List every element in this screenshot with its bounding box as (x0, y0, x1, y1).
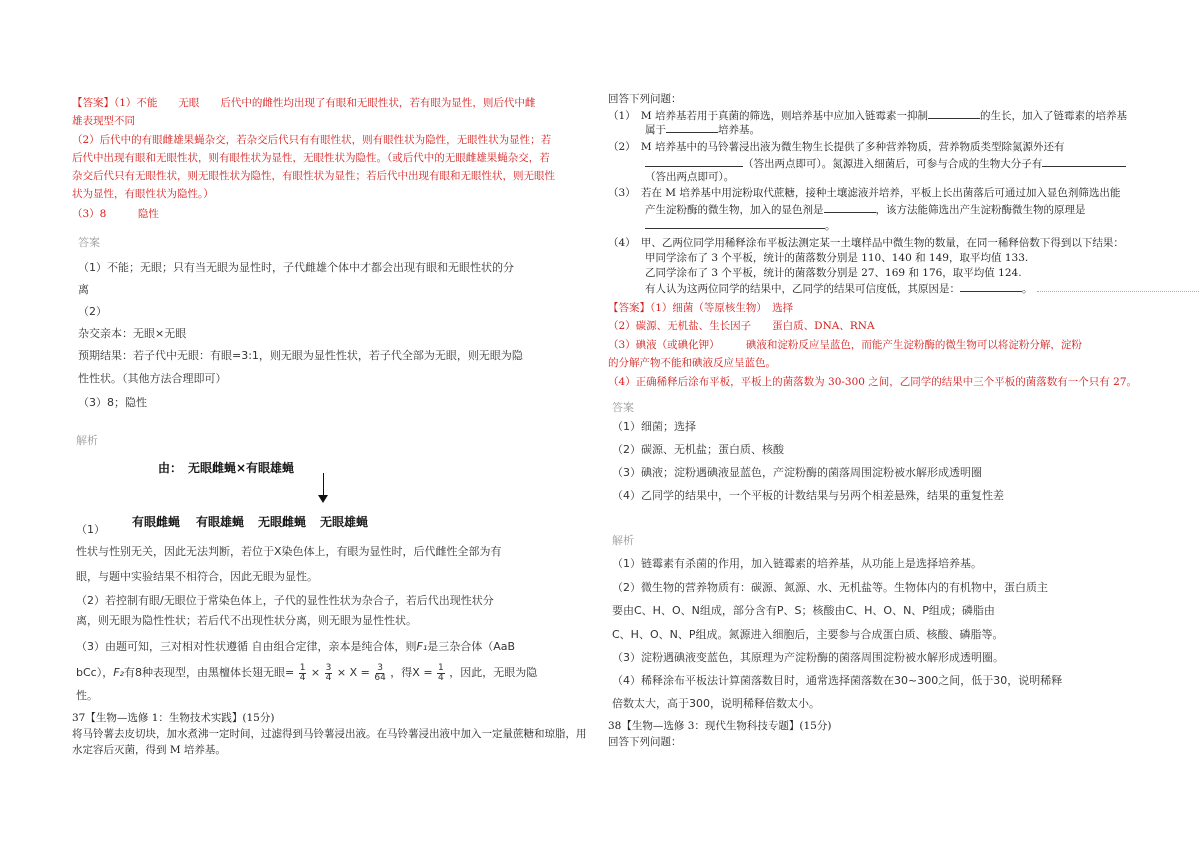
question-line: 乙同学涂布了 3 个平板，统计的菌落数分别是 27、169 和 176，取平均值 124. (645, 267, 1022, 279)
analysis-text: （1）链霉素有杀菌的作用，加入链霉素的培养基，从功能上是选择培养基。 (612, 557, 982, 570)
answer-blank[interactable] (1042, 156, 1126, 167)
analysis-text: 眼，与题中实验结果不相符合，因此无眼为显性。 (76, 570, 318, 583)
analysis-heading: 解析 (76, 434, 98, 447)
analysis-text: （1） (76, 523, 105, 536)
answer-line: 的分解产物不能和碘液反应呈蓝色。 (608, 357, 776, 369)
intro-text: 回答下列问题： (608, 93, 682, 105)
answer-line: （2）后代中的有眼雌雄果蝇杂交，若杂交后代只有有眼性状，则有眼性状为隐性，无眼性状为显性；若 (72, 134, 552, 146)
cross-diagram-parents: 由： 无眼雌蝇×有眼雄蝇 (158, 461, 295, 475)
answer-heading: 答案 (612, 401, 634, 414)
answer-text: （3）8；隐性 (78, 396, 147, 409)
answer-text: （3）碘液；淀粉遇碘液显蓝色，产淀粉酶的菌落周围淀粉被水解形成透明圈 (612, 466, 982, 479)
answer-blank[interactable] (960, 281, 1022, 292)
answer-line: 雄表现型不同 (72, 115, 135, 127)
answer-text: （1）不能；无眼；只有当无眼为显性时，子代雌雄个体中才都会出现有眼和无眼性状的分 (78, 261, 514, 274)
offspring-1: 有眼雌蝇 (132, 515, 181, 529)
fraction: $\frac{3}{4}$ (325, 662, 332, 683)
answer-blank[interactable] (824, 202, 876, 213)
question-line: 产生淀粉酶的微生物，加入的显色剂是 ，该方法能筛选出产生淀粉酶微生物的原理是 (645, 204, 1086, 216)
analysis-text: 要由C、H、O、N组成，部分含有P、S；核酸由C、H、O、N、P组成；磷脂由 (612, 604, 995, 617)
answer-line: （4）正确稀释后涂布平板，平板上的菌落数为 30-300 之间，乙同学的结果中三个平板的菌落数有一个只有 27。 (608, 376, 1138, 388)
answer-text: （1）细菌；选择 (612, 420, 696, 433)
answer-line: 【答案】（1）不能 无眼 后代中的雌性均出现了有眼和无眼性状，若有眼为显性，则后代中雌 (72, 97, 536, 109)
q37-title: 37【生物—选修 1：生物技术实践】(15分) (72, 712, 275, 724)
question-line: （2） M 培养基中的马铃薯浸出液为微生物生长提供了多种营养物质，营养物质类型除氮源外还有 (608, 141, 1065, 153)
answer-blank[interactable] (666, 122, 718, 133)
answer-text: 离 (78, 283, 89, 296)
offspring-2: 有眼雄蝇 (196, 515, 245, 529)
answer-text: （4）乙同学的结果中，一个平板的计数结果与另两个相差悬殊，结果的重复性差 (612, 489, 1004, 502)
question-line: （1） M 培养基若用于真菌的筛选，则培养基中应加入链霉素一抑制 的生长，加入了链霉素的培养基 (608, 110, 1128, 122)
fraction: $\frac{1}{4}$ (438, 662, 444, 683)
answer-line: （3）碘液（或碘化钾） 碘液和淀粉反应呈蓝色，而能产生淀粉酶的微生物可以将淀粉分解，淀粉 (608, 339, 1082, 351)
analysis-text: （2）若控制有眼/无眼位于常染色体上，子代的显性性状为杂合子，若后代出现性状分 (76, 594, 494, 607)
analysis-text: 性状与性别无关，因此无法判断，若位于X染色体上，有眼为显性时，后代雌性全部为有 (76, 545, 502, 558)
answer-heading: 答案 (78, 236, 100, 249)
answer-text: （2）碳源、无机盐；蛋白质、核酸 (612, 443, 784, 456)
answer-line: （2）碳源、无机盐、生长因子 蛋白质、DNA、RNA (608, 320, 875, 332)
question-line: （3） 若在 M 培养基中用淀粉取代蔗糖，接种土壤滤液并培养，平板上长出菌落后可通过加入显色剂筛选出能 (608, 187, 1121, 199)
question-line: 。 (645, 218, 836, 233)
question-line: （答出两点即可）。氮源进入细菌后，可参与合成的生物大分子有 (645, 156, 1126, 171)
arrow-down-icon (318, 495, 328, 503)
analysis-text: （4）稀释涂布平板法计算菌落数目时，通常选择菌落数在30~300之间，低于30，说明稀释 (612, 674, 1063, 687)
analysis-text: （3）由题可知，三对相对性状遵循 自由组合定律，亲本是纯合体，则F₁是三杂合体（AaB (76, 640, 516, 653)
answer-text: （2） (78, 305, 107, 318)
answer-line: 后代中出现有眼和无眼性状，则有眼性状为显性，无眼性状为隐性。（或后代中的无眼雌雄果蝇杂交，若 (72, 152, 550, 164)
q37-text: 水定容后灭菌，得到 M 培养基。 (72, 744, 226, 756)
fraction: $\frac{1}{4}$ (299, 662, 306, 683)
analysis-text: C、H、O、N、P组成。氮源进入细胞后，主要参与合成蛋白质、核酸、磷脂等。 (612, 628, 1004, 641)
analysis-math-line: bCc），F₂有8种表现型，由黑檀体长翅无眼= $\frac{1}{4}$ × $\frac{3}{4}$ × X = $\frac{3}{64}$ ，得X = $\frac{1}{4}$ ，因此，无眼为隐 (76, 662, 538, 683)
fraction: $\frac{3}{64}$ (374, 662, 386, 683)
q38-title: 38【生物—选修 3：现代生物科技专题】(15分) (608, 720, 832, 732)
answer-text: 预期结果：若子代中无眼：有眼=3:1，则无眼为显性性状，若子代全部为无眼，则无眼为隐 (78, 349, 523, 362)
offspring-3: 无眼雌蝇 (258, 515, 307, 529)
answer-blank[interactable] (645, 156, 743, 167)
question-line: 属于 培养基。 (645, 124, 760, 136)
question-line: 甲同学涂布了 3 个平板，统计的菌落数分别是 110、140 和 149，取平均值 133. (645, 252, 1029, 264)
q37-text: 将马铃薯去皮切块，加水煮沸一定时间，过滤得到马铃薯浸出液。在马铃薯浸出液中加入一定量蔗糖和琼脂，用 (72, 728, 587, 740)
analysis-text: 离，则无眼为隐性性状；若后代不出现性状分离，则无眼为显性性状。 (76, 614, 417, 627)
answer-line: （3）8 隐性 (72, 208, 159, 220)
answer-text: 性性状。（其他方法合理即可） (78, 372, 227, 385)
analysis-heading: 解析 (612, 534, 634, 547)
question-line: （答出两点即可）。 (645, 171, 735, 183)
answer-line: 杂交后代只有无眼性状，则无眼性状为隐性，有眼性状为显性；若后代中出现有眼和无眼性状，则无眼性 (72, 170, 555, 182)
question-line: （4） 甲、乙两位同学用稀释涂布平板法测定某一土壤样品中微生物的数量，在同一稀释倍数下得到以下结果： (608, 237, 1124, 249)
dotted-rule (1037, 281, 1200, 292)
analysis-text: 倍数太大，高于300，说明稀释倍数太小。 (612, 697, 820, 710)
analysis-text: 性。 (76, 689, 98, 702)
answer-blank[interactable] (645, 218, 825, 229)
answer-text: 杂交亲本：无眼×无眼 (78, 327, 187, 340)
cross-arrow-line (323, 473, 324, 497)
answer-line: 【答案】（1）细菌（等原核生物） 选择 (608, 302, 794, 314)
offspring-4: 无眼雄蝇 (320, 515, 369, 529)
analysis-text: （2）微生物的营养物质有：碳源、氮源、水、无机盐等。生物体内的有机物中，蛋白质主 (612, 581, 1048, 594)
q38-text: 回答下列问题： (608, 736, 682, 748)
analysis-text: （3）淀粉遇碘液变蓝色，其原理为产淀粉酶的菌落周围淀粉被水解形成透明圈。 (612, 651, 1004, 664)
question-line: 有人认为这两位同学的结果中，乙同学的结果可信度低，其原因是： 。 (645, 281, 1200, 296)
answer-line: 状为显性，有眼性状为隐性。） (72, 188, 214, 200)
answer-blank[interactable] (928, 108, 980, 119)
